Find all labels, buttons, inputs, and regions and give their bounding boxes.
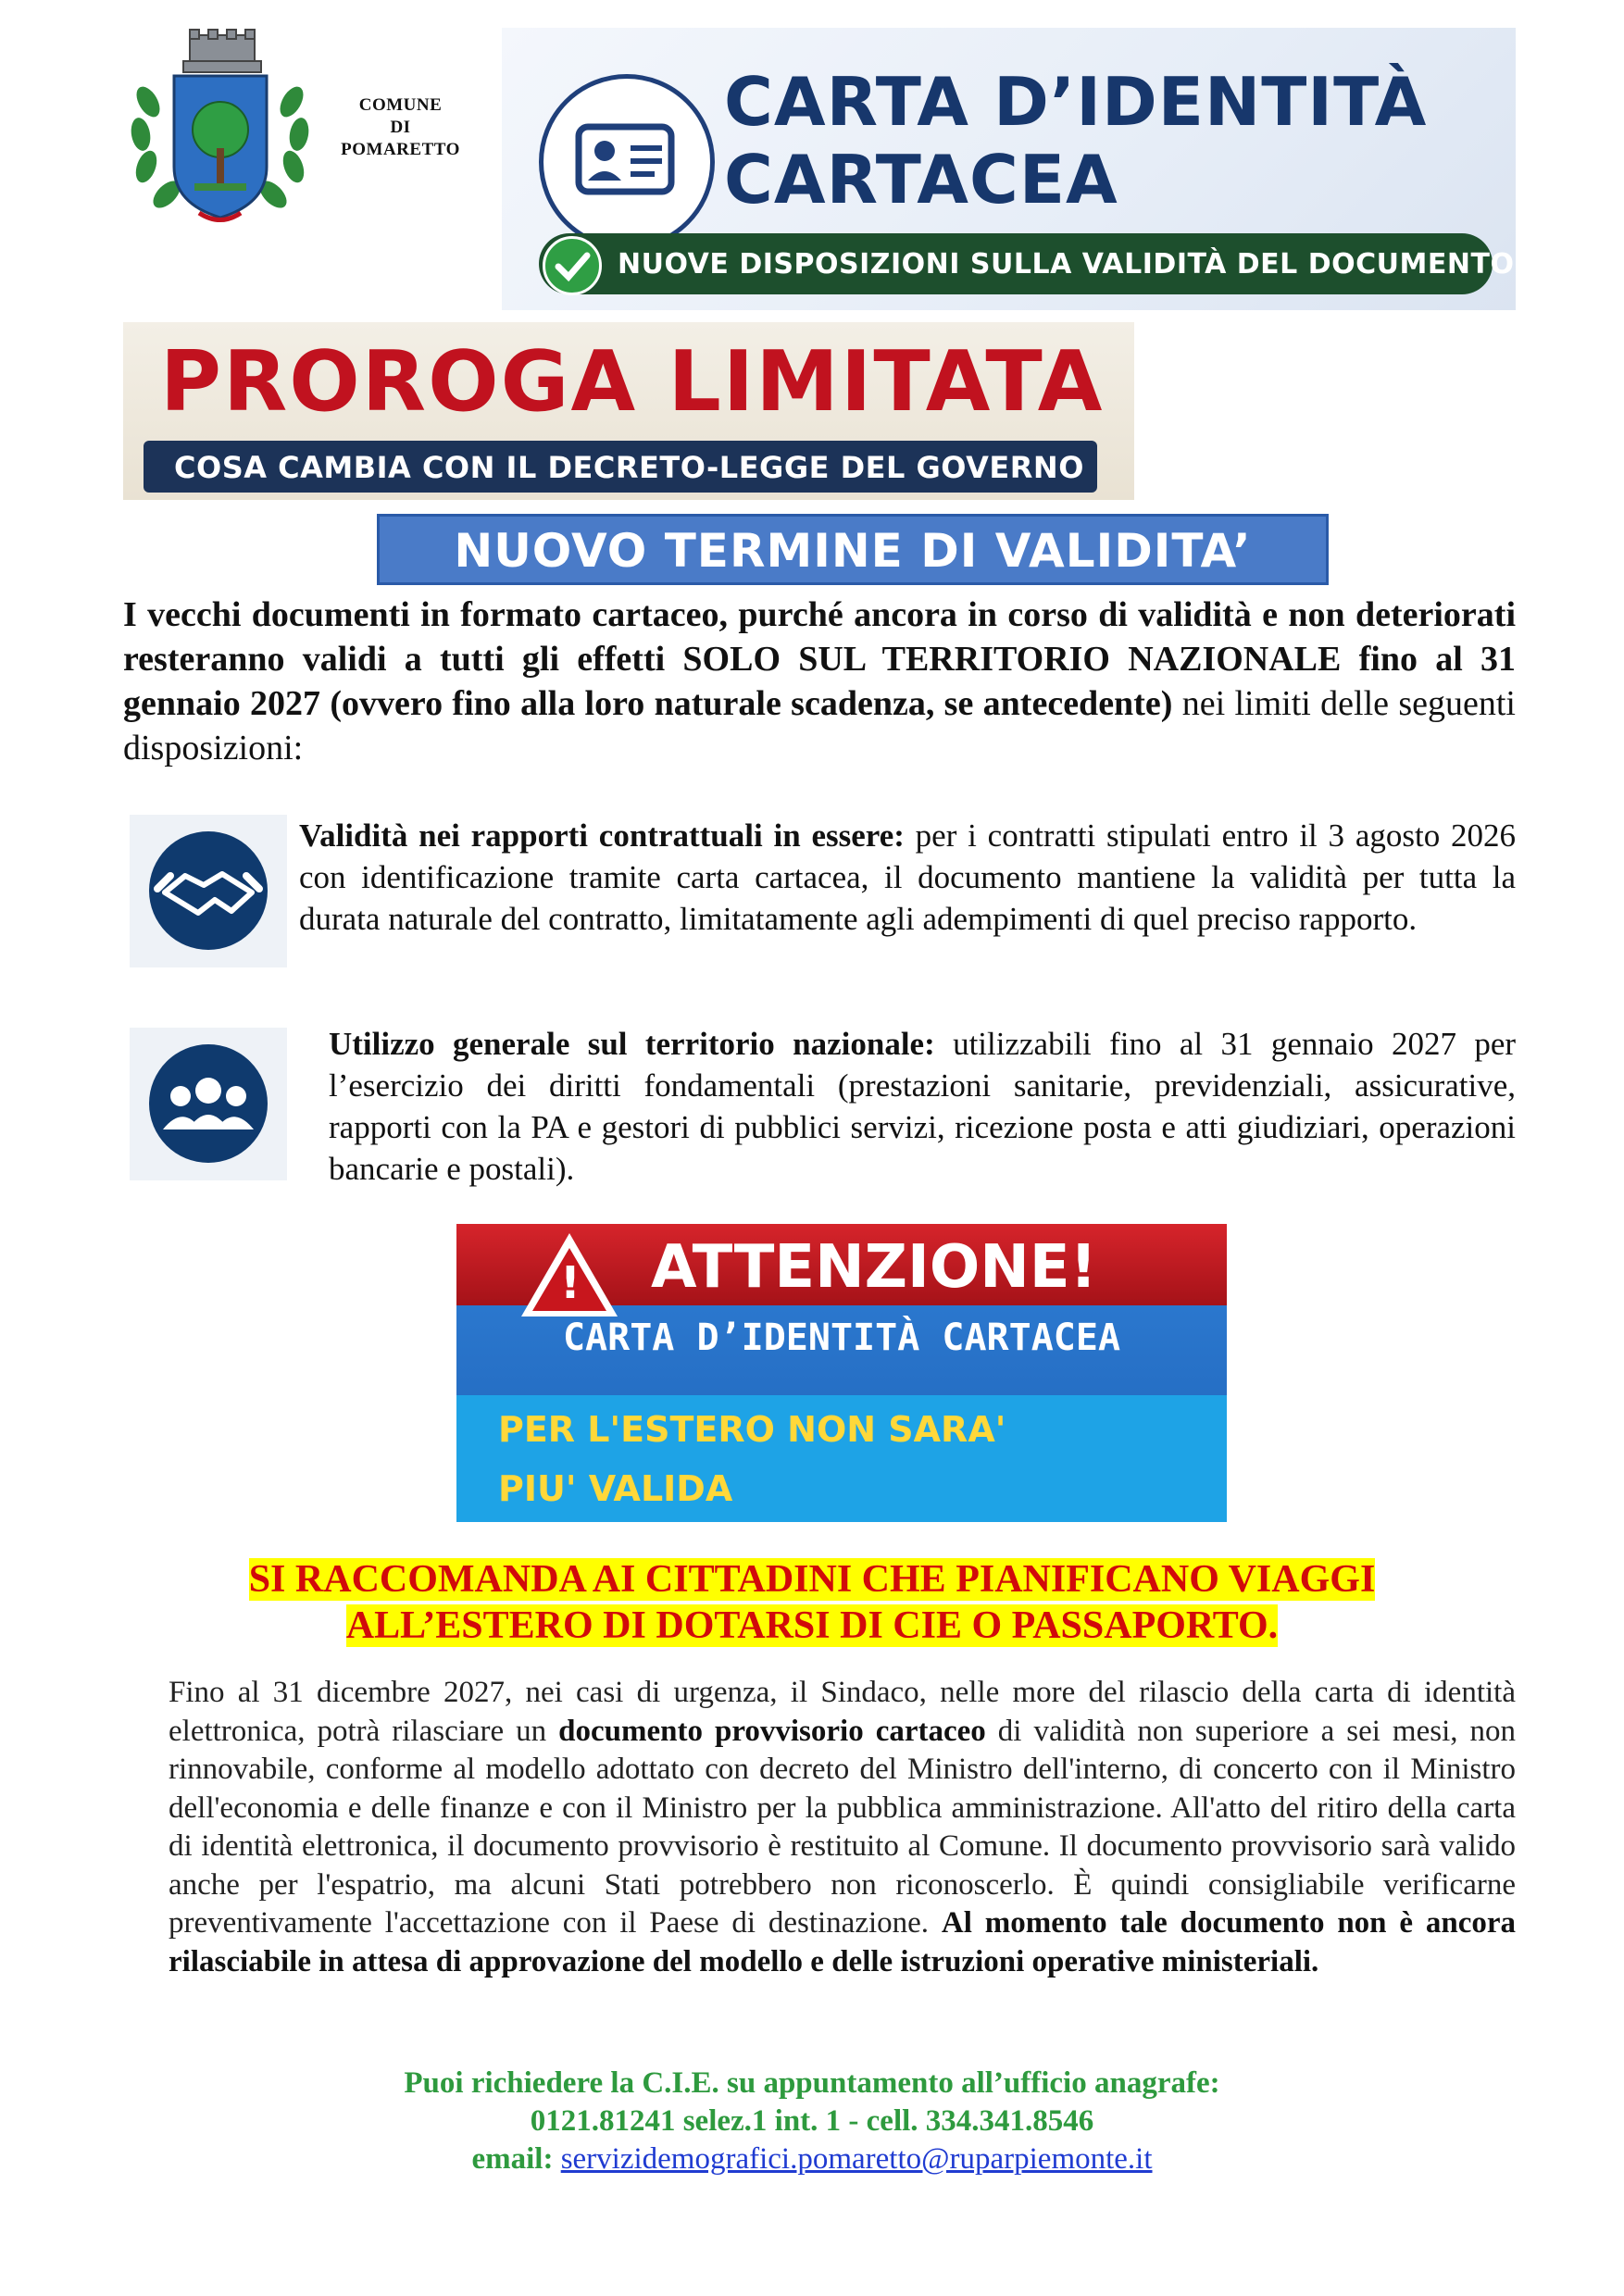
- banner-title-line2: CARTACEA: [724, 141, 1118, 218]
- email-link[interactable]: servizidemografici.pomaretto@ruparpiemonte.it: [560, 2142, 1153, 2176]
- raccomandazione-text: ALL’ESTERO DI DOTARSI DI CIE O PASSAPORTO.: [345, 1604, 1279, 1647]
- item-text: utilizzabili fino al 31 gennaio 2027 per l’esercizio dei diritti fondamentali (prestazioni sanitarie, previdenziali, assicurative, rapporti con la PA e gestori di pubblici servizi, ricezione posta e atti giudiziari, operazioni bancarie e postali).: [329, 1026, 1517, 1187]
- comune-name-label: [319, 94, 481, 161]
- termine-heading: NUOVO TERMINE DI VALIDITA’: [454, 524, 1252, 578]
- raccomandazione-line1: [0, 1557, 1624, 1602]
- body-text: di validità non superiore a sei mesi, non rinnovabile, conforme al modello adottato con decreto del Ministro dell'interno, di concerto con il Ministro dell'economia e delle finanze e con il Ministro per la pubblica amministrazione. All'atto del ritiro della carta di identità elettronica, il documento provvisorio è restituito al Comune. Il documento provvisorio sarà valido anche per l'espatrio, ma alcuni Stati potrebbero non riconoscerlo. È quindi consigliabile verificarne preventivamente l'accettazione con il Paese di destinazione.: [169, 1714, 1516, 1940]
- attenzione-banner: [456, 1224, 1227, 1522]
- comune-crest-logo: [120, 28, 319, 231]
- group-icon: [130, 1028, 287, 1180]
- attenzione-subtitle: CARTA D’IDENTITÀ CARTACEA: [562, 1316, 1121, 1359]
- check-icon: [543, 236, 602, 295]
- intro-paragraph: [123, 593, 1516, 770]
- contact-info-line: Puoi richiedere la C.I.E. su appuntamento all’ufficio anagrafe:: [404, 2066, 1220, 2100]
- proroga-title: PROROGA LIMITATA: [160, 333, 1105, 430]
- proroga-banner: [123, 322, 1134, 500]
- id-card-icon: [539, 74, 715, 250]
- validita-contrattuale-item: [299, 815, 1516, 940]
- contact-phone-line: 0121.81241 selez.1 int. 1 - cell. 334.341.8546: [530, 2104, 1094, 2138]
- utilizzo-generale-item: [329, 1023, 1516, 1190]
- attenzione-line2: PIU' VALIDA: [498, 1468, 733, 1509]
- attenzione-title: ATTENZIONE!: [651, 1233, 1097, 1302]
- raccomandazione-line2: [0, 1603, 1624, 1648]
- item-text: per i contratti stipulati entro il 3 agosto 2026 con identificazione tramite carta cartacea, il documento mantiene la validità per tutta la durata naturale del contratto, limitatamente agli adempimenti di quel preciso rapporto.: [299, 817, 1516, 937]
- attenzione-line1: PER L'ESTERO NON SARA': [498, 1409, 1006, 1450]
- intro-bold-text: I vecchi documenti in formato cartaceo, purché ancora in corso di validità e non deteriorati resteranno validi a tutti gli effetti SOLO SUL TERRITORIO NAZIONALE fino al 31 gennaio 2027 (ovvero fino alla loro naturale scadenza, se antecedente): [123, 595, 1516, 723]
- comune-label-line: POMARETTO: [341, 140, 460, 159]
- item-heading: Validità nei rapporti contrattuali in essere:: [299, 817, 905, 854]
- documento-provvisorio-paragraph: [169, 1674, 1516, 1981]
- body-bold-text: documento provvisorio cartaceo: [558, 1714, 986, 1748]
- body-text: Fino al 31 dicembre 2027, nei casi di urgenza, il Sindaco, nelle more del rilascio della carta di identità elettronica, potrà rilasciare un: [169, 1676, 1516, 1748]
- body-bold-text: Al momento tale documento non è ancora rilasciabile in attesa di approvazione del modello e delle istruzioni operative ministeriali.: [169, 1906, 1516, 1978]
- proroga-subtitle: COSA CAMBIA CON IL DECRETO-LEGGE DEL GOVERNO: [174, 450, 1084, 485]
- contact-email-line: [0, 2142, 1624, 2177]
- warning-mark: !: [560, 1257, 581, 1309]
- handshake-icon: [130, 815, 287, 967]
- intro-text: nei limiti delle seguenti disposizioni:: [123, 684, 1516, 767]
- comune-label-line: DI: [390, 118, 411, 137]
- banner-subtitle: NUOVE DISPOSIZIONI SULLA VALIDITÀ DEL DOCUMENTO: [618, 248, 1515, 281]
- comune-label-line: COMUNE: [358, 95, 443, 115]
- banner-title-line1: CARTA D’IDENTITÀ: [724, 63, 1428, 141]
- raccomandazione-text: SI RACCOMANDA AI CITTADINI CHE PIANIFICANO VIAGGI: [248, 1558, 1376, 1601]
- carta-identita-banner: [502, 28, 1516, 310]
- item-heading: Utilizzo generale sul territorio nazionale:: [329, 1026, 935, 1062]
- email-label: email:: [471, 2142, 561, 2176]
